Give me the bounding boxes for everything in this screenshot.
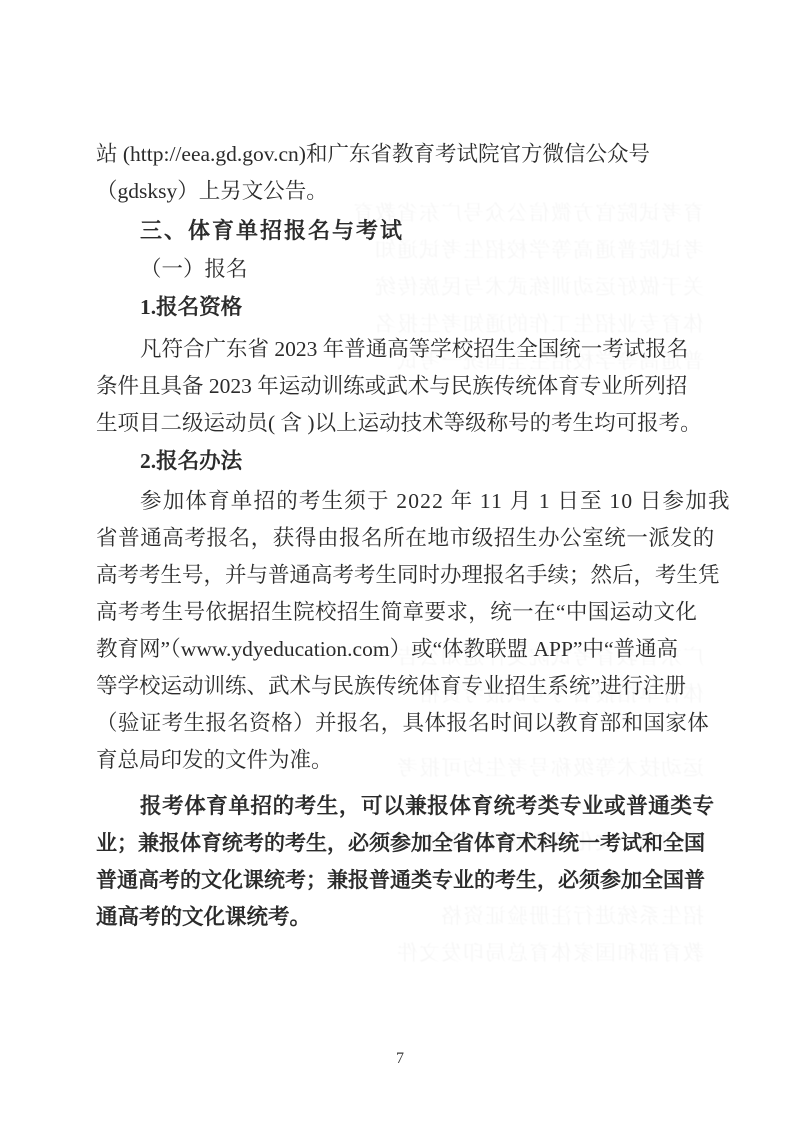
paragraph-2-line-3: 高考考生号，并与普通高考考生同时办理报名手续；然后，考生凭 [96,563,720,587]
paragraph-2-line-2: 省普通高考报名，获得由报名所在地市级招生办公室统一派发的 [96,526,715,550]
item-heading-1: 1.报名资格 [140,295,243,319]
paragraph-1-line-1: 凡符合广东省 2023 年普通高等学校招生全国统一考试报名 [140,337,689,361]
paragraph-2-line-8: 育总局印发的文件为准。 [96,748,333,772]
paragraph-3-line-4: 通高考的文化课统考。 [96,905,312,929]
paragraph-line-continuation-2: （gdsksy）上另文公告。 [96,179,328,203]
paragraph-line-continuation-1: 站 (http://eea.gd.gov.cn)和广东省教育考试院官方微信公众号 [96,142,650,166]
paragraph-2-line-5: 教育网”（www.ydyeducation.com）或“体教联盟 APP”中“普通高 [96,637,679,661]
paragraph-3-line-1: 报考体育单招的考生，可以兼报体育统考类专业或普通类专 [140,794,715,818]
paragraph-1-line-2: 条件且具备 2023 年运动训练或武术与民族传统体育专业所列招 [96,374,688,398]
paragraph-2-line-6: 等学校运动训练、武术与民族传统体育专业招生系统”进行注册 [96,674,687,698]
section-heading-3: 三、体育单招报名与考试 [140,218,405,243]
item-heading-2: 2.报名办法 [140,449,243,473]
paragraph-1-line-3: 生项目二级运动员( 含 )以上运动技术等级称号的考生均可报考。 [96,411,702,435]
bleed-line [396,935,704,972]
paragraph-3-line-2: 业；兼报体育统考的考生，必须参加全省体育术科统一考试和全国 [96,831,705,855]
paragraph-2-line-4: 高考考生号依据招生院校招生简章要求，统一在“中国运动文化 [96,600,698,624]
paragraph-2-line-7: （验证考生报名资格）并报名，具体报名时间以教育部和国家体 [96,711,710,735]
paragraph-3-line-3: 普通高考的文化课统考；兼报普通类专业的考生，必须参加全国普 [96,868,705,892]
paragraph-2-line-1: 参加体育单招的考生须于 2022 年 11 月 1 日至 10 日参加我 [140,489,731,513]
page-number: 7 [396,1050,404,1067]
subsection-heading-1: （一）报名 [140,257,248,281]
